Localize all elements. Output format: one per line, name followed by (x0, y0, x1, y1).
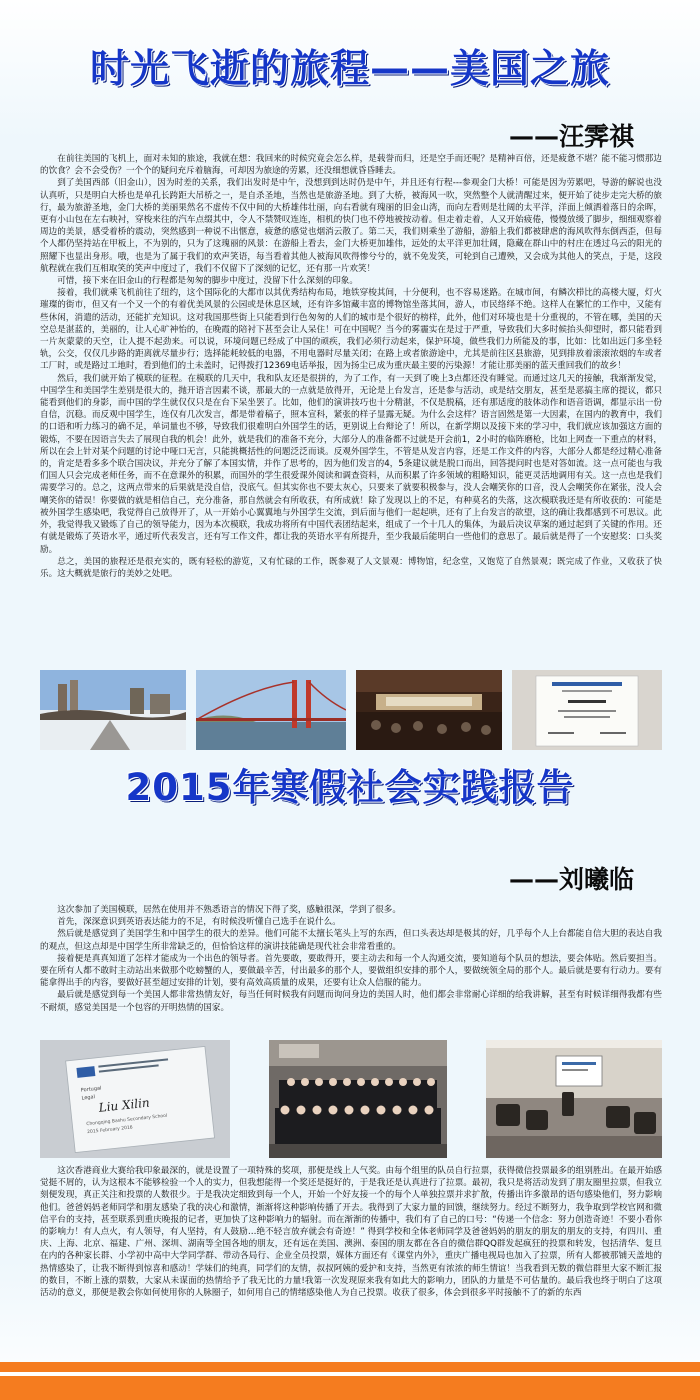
paragraph: 首先，深深意识到英语表达能力的不足，有时候没听懂自己选手在说什么。 (57, 917, 341, 928)
section2-article-bottom (40, 1165, 662, 1313)
footer-stripe-bottom (0, 1376, 700, 1400)
paragraph: 在前往美国的飞机上，面对未知的旅途，我就在想：我回来的时候究竟会怎么样，是载誉而归，还是空手而还呢？是精神百倍，还是疲惫不堪？能不能习惯那边的饮食？会不会受伤？一个个的疑问充斥着脑海，可却因为旅途的劳累，还没细想就昏昏睡去。 (40, 154, 662, 177)
certificate-photo (512, 670, 662, 750)
card-name: Liu Xilin (97, 1095, 151, 1115)
section1-title: 时光飞逝的旅程——美国之旅 (89, 47, 610, 92)
paragraph: 总之，美国的旅程还是很充实的，既有轻松的游览，又有忙碌的工作，既参观了人文景观：博物馆，纪念堂，又饱览了自然景观；既完成了作业，又收获了快乐。这大概就是旅行的美妙之处吧。 (40, 556, 662, 579)
paragraph: 接着，我们就乘飞机前往了纽约，这个国际化的大都市以其优秀结构布局，地铁穿梭其间，十分便利，也不容易迷路。在城市间，有鳞次栉比的高楼大厦，灯火璀璨的街市，但又有一个又一个的有着优美风景的公园或是休息区域，还有许多馆藏丰富的博物馆坐落其间，游人，市民络绎不绝。这样人在繁忙的工作中，又能有些休闲，消遣的活动，还能扩充知识。这对我国那些街上只能看到行色匆匆的人们的城市是个很好的榜样，此外，他们对环境也是十分重视的，不管在哪，美国的天空总是湛蓝的，美丽的，让人心旷神怡的，在晚霞的陪衬下甚至会让人呆住！可在中国呢？当今的雾霾实在是过于严重，导致我们大多时候抬头仰望时，都只能看到一片灰蒙蒙的天空，让人提不起劲来。可以说，环境问题已经成了中国的顽疾，我们必须行动起来，保护环境，做些我们力所能及的事，比如：比如出远门多坐轻轨，公交，仅仅几步路的距离就尽量步行；选择能耗较低的电器，不用电器时尽量关闭；在路上或者旅游途中，尤其是前往区县旅游，见到排放着滚滚浓烟的车或者工厂时，或是路过工地时，看到他们的土未盖时，记得拨打12369电话举报，因为扬尘已成为重庆最主要的污染源！才能让那美丽的蓝天重回我们的故乡！ (40, 288, 662, 372)
paragraph: 可惜，接下来在旧金山的行程都是匆匆的脚步中度过，没留下什么深刻的印象。 (57, 276, 358, 287)
group-photo (269, 1040, 447, 1158)
paragraph: 这次参加了美国模联，居然在使用并不熟悉语言的情况下得了奖，感触很深，学到了很多。 (57, 905, 401, 915)
paragraph: 然后就是感觉到了美国学生和中国学生的很大的差异。他们可能不太擅长笔头上写的东西，但口头表达却是极其的好，几乎每个人上台都能自信大胆的表达自我的观点，但这点却是中国学生所非常缺乏的，但恰恰这样的演讲技能确是现代社会非常看重的。 (40, 929, 662, 952)
paragraph: 最后就是感觉到每一个美国人都非常热情友好，每当任何时候我有问题而询问身边的美国人时，他们都会非常耐心详细的给我讲解，甚至有时候详细得我都有些不耐烦，感觉美国是一个包容的开明热情的国家。 (40, 990, 662, 1013)
paragraph: 然后，我们就开始了模联的征程。在模联的几天中，我和队友还是很拼的，为了工作，有一天到了晚上3点都还没有睡觉。而通过这几天的接触，我渐渐发觉，中国学生和美国学生差别是很大的，抛开语言因素不谈，那最大的一点就是放得开，无论是上台发言，还是参与活动，或是结交朋友，甚至是恶搞主席的提议，都只能看到他们的身影，而中国的学生就仅仅只是在台下呆坐罢了。比如，他们的演讲技巧也十分精湛，不仅是脱稿，还有那适度的肢体动作和语音语调，都显示出一份自信，沉稳。而反观中国学生，连仅有几次发言，都是带着稿子，照本宣科，紧张的样子显露无疑。为什么会这样？语言固然是第一大因素，在国内的教育中，我们的口语和听力练习的确不足，单词量也不够，导致我们很难明白外国学生的话，更别说上台辩论了！所以，在新学期以及接下来的学习中，我们就应该加强这方面的锻炼，不要在因语言失去了展现自我的机会！此外，就是我们的准备不充分，大部分人的准备都不过就是开会前1，2小时的临阵磨枪，比如上网查一下重点的材料，所以在会上针对某个问题的讨论中哑口无言，只能挑概括性的问题泛泛而谈。反观外国学生，不管是从发言内容，还是工作文件的内容，大部分人都是经过精心准备的，肯定是看多多个联合国决议，并充分了解了本国实情，并作了思考的，因为他们发言的4，5条建议就是脱口而出，回答提问时也是对答如流。这一点可能也与我们国人只会完成老师任务，而不在意课外的积累，而国外的学生很爱课外阅读和调查资料，从而积累了许多领域的粗略知识，能更灵活地调用有关。这一点也是我们需要学习的。总之，这两点带来的后果就是没自信，没底气。但其实你也不要太灰心，只要来了就要积极参与，没人会嘲笑你的口音，没人会嘲笑你在紧张，没人会嘲笑你的错误！你要做的就是相信自己，充分准备，那自然就会有所收获，有所成就！除了发现以上的不足，有种莫名的失落，这次模联我还是有所收获的：可能是被外国学生感染吧，我觉得自己放得开了，从一开始小心翼翼地与外国学生交流，到后面与他们一起起哄，还有了上台发言的欲望，这的确让我都感到不可思议。此外，我觉得我又锻炼了自己的领导能力，因为本次模联，我成功将所有中国代表团结起来，组成了一个十几人的集体，为最后决议草案的通过起到了关键的作用。还有就是锻炼了英语水平，通过听代表发言，还有写工作文件，都让我的英语水平有所提升，至少我最后能明白一些他们的意思了。最后就是得了一个安慰奖：口头奖励。 (40, 373, 662, 555)
classroom-photo (486, 1040, 662, 1158)
section2-title: 2015年寒假社会实践报告 (125, 766, 575, 809)
footer-stripe-top (0, 1362, 700, 1372)
section2-photo-row (40, 1040, 662, 1158)
section2-article-top (40, 904, 662, 1016)
card-date: 2015 February 2016 (86, 1125, 133, 1136)
section2-author: ——刘曦临 (508, 865, 634, 894)
paragraph: 到了美国西部（旧金山），因为时差的关系，我们出发时是中午，没想到到达时仍是中午，并且还有行程---参观金门大桥！可能是因为劳累吧，导游的解说也没认真听，只是明白大桥也是单孔长跨距大吊桥之一，是自杀圣地，当然也是旅游圣地。到了大桥，被海风一吹，突然整个人就清醒过来，便开始了徒步走完大桥的旅行，最为旅游圣地，金门大桥的美丽果然名不虚传不仅中间的大桥雄伟壮丽，向右看就有瑰丽的旧金山湾，而向左看则是壮阔的太平洋，洋面上倾洒着落日的余晖，更有小山包在左右映衬，穿梭来往的汽车点缀其中，令人不禁赞叹连连，相机的快门也不停地被按动着。但走着走着，人又开始疲倦，慢慢放缓了脚步，细细观察着周边的美景，感受着桥的震动，突然感到一种说不出惬意，疲惫的感觉也烟消云散了。第二天，我们则乘坐了游船，游船上我们都被肆虐的海风吹得东倒西歪，但每个人都仍坚持站在甲板上，不为别的，只为了这瑰丽的风景：在游船上看去，金门大桥更加雄伟，远处的太平洋更加壮阔，隐藏在群山中的村庄在透过乌云的阳光的照耀下也显出身形。哦，也是为了属于我们的欢声笑语，每当看着其他人被海风吹得惨兮兮的，就不免发笑，可轮到自己遭殃，又会成为其他人的笑点，于是，这段航程就在我们互相取笑的笑声中度过了，我们不仅留下了深刻的记忆，还有那一片欢笑！ (40, 178, 662, 274)
card-country: Portugal (80, 1085, 102, 1094)
name-card-photo (40, 1040, 230, 1158)
paragraph: 接着便是真真知道了怎样才能成为一个出色的领导者。首先要敢，要敢得开，要主动去和每一个人沟通交流，要知道每个队员的想法，要会体贴。然后要担当。要在所有人都不敢时主动站出来做那个吃螃蟹的人，要做最辛苦，付出最多的那个人，要做组织安排的那个人，要做统领全局的那个人。最后就是要有行动力。要有能拿得出手的内容，要做好甚至超过安排的计划，要有高效高质量的成果，还要有让众人信服的能力。 (40, 953, 662, 989)
paragraph: 这次香港商业大赛给我印象最深的，就是设置了一项特殊的奖项，那便是线上人气奖。由每个组里的队员自行拉票，获得微信投票最多的组别胜出。在最开始感觉挺不屑的，认为这根本不能够检验一个人的实力，但我想能得一个奖还是挺好的，于是我还是认真进行了拉票。最初，我只是将活动发到了朋友圈里拉票，但我立刻便发现，真正关注和投票的人数很少。于是我决定细致到每一个人，开始一个好友接一个的每个人单独拉票并求扩散，传播出许多激昂的语句感染他们，努力影响他们。爸爸妈妈老师同学和朋友感染了我的决心和激情，渐渐将这种影响传播了开去。我得到了大家力量的回馈，继续努力。经过不断努力，我争取到学校官网和微信平台的支持，甚至联系到重庆晚报的记者，更加快了这种影响力的辐射。而在渐渐的传播中，我们有了自己的口号：“传递一个信念：努力创造奇迹！不要小看你的影响力！有人点火，有人领导，有人坚持，有人鼓励…绝不轻言放弃就会有奇迹！” 得到学校和全体老师同学及爸爸妈妈的朋友的朋友的朋友的支持，有四川、重庆、上海、北京、福建、广州、深圳、湖南等全国各地的朋友，还有远在美国、澳洲、泰国的朋友都在各自的微信群QQ群发起疯狂的投票和转发，包括清华、复旦在内的各种家长群、小学初中高中大学同学群、带动各局行、企业全员投票，媒体方面还有《课堂内外》，重庆广播电视局也加入了拉票，所有人都被那铺天盖地的热情感染了，让我不断得到惊喜和感动！学妹们的纯真，同学们的友情，叔叔阿姨的爱护和支持，当然更有浓浓的师生情谊！当我看到无数的微信群里大家不断汇报的数目，不断上涨的票数，大家从未谋面的热情给予了我无比的力量!我第一次发现原来我有如此大的影响力，团队的力量是不可估量的。最后我也终于明白了这项活动的意义，那便是教会你如何使用你的人脉圈子，如何用自己的情绪感染他人为自己投票。收获了很多，体会到很多平时接触不了的新的东西 (40, 1166, 662, 1299)
section1-photo-row (40, 670, 662, 750)
golden-gate-photo (196, 670, 346, 750)
section1-author: ——汪霁祺 (508, 122, 634, 151)
assembly-hall-photo (356, 670, 502, 750)
card-school: Chongqing Bashu Secondary School (86, 1113, 168, 1128)
section1-article (40, 153, 662, 667)
card-committee: Legal (81, 1094, 96, 1102)
nyc-park-photo (40, 670, 186, 750)
